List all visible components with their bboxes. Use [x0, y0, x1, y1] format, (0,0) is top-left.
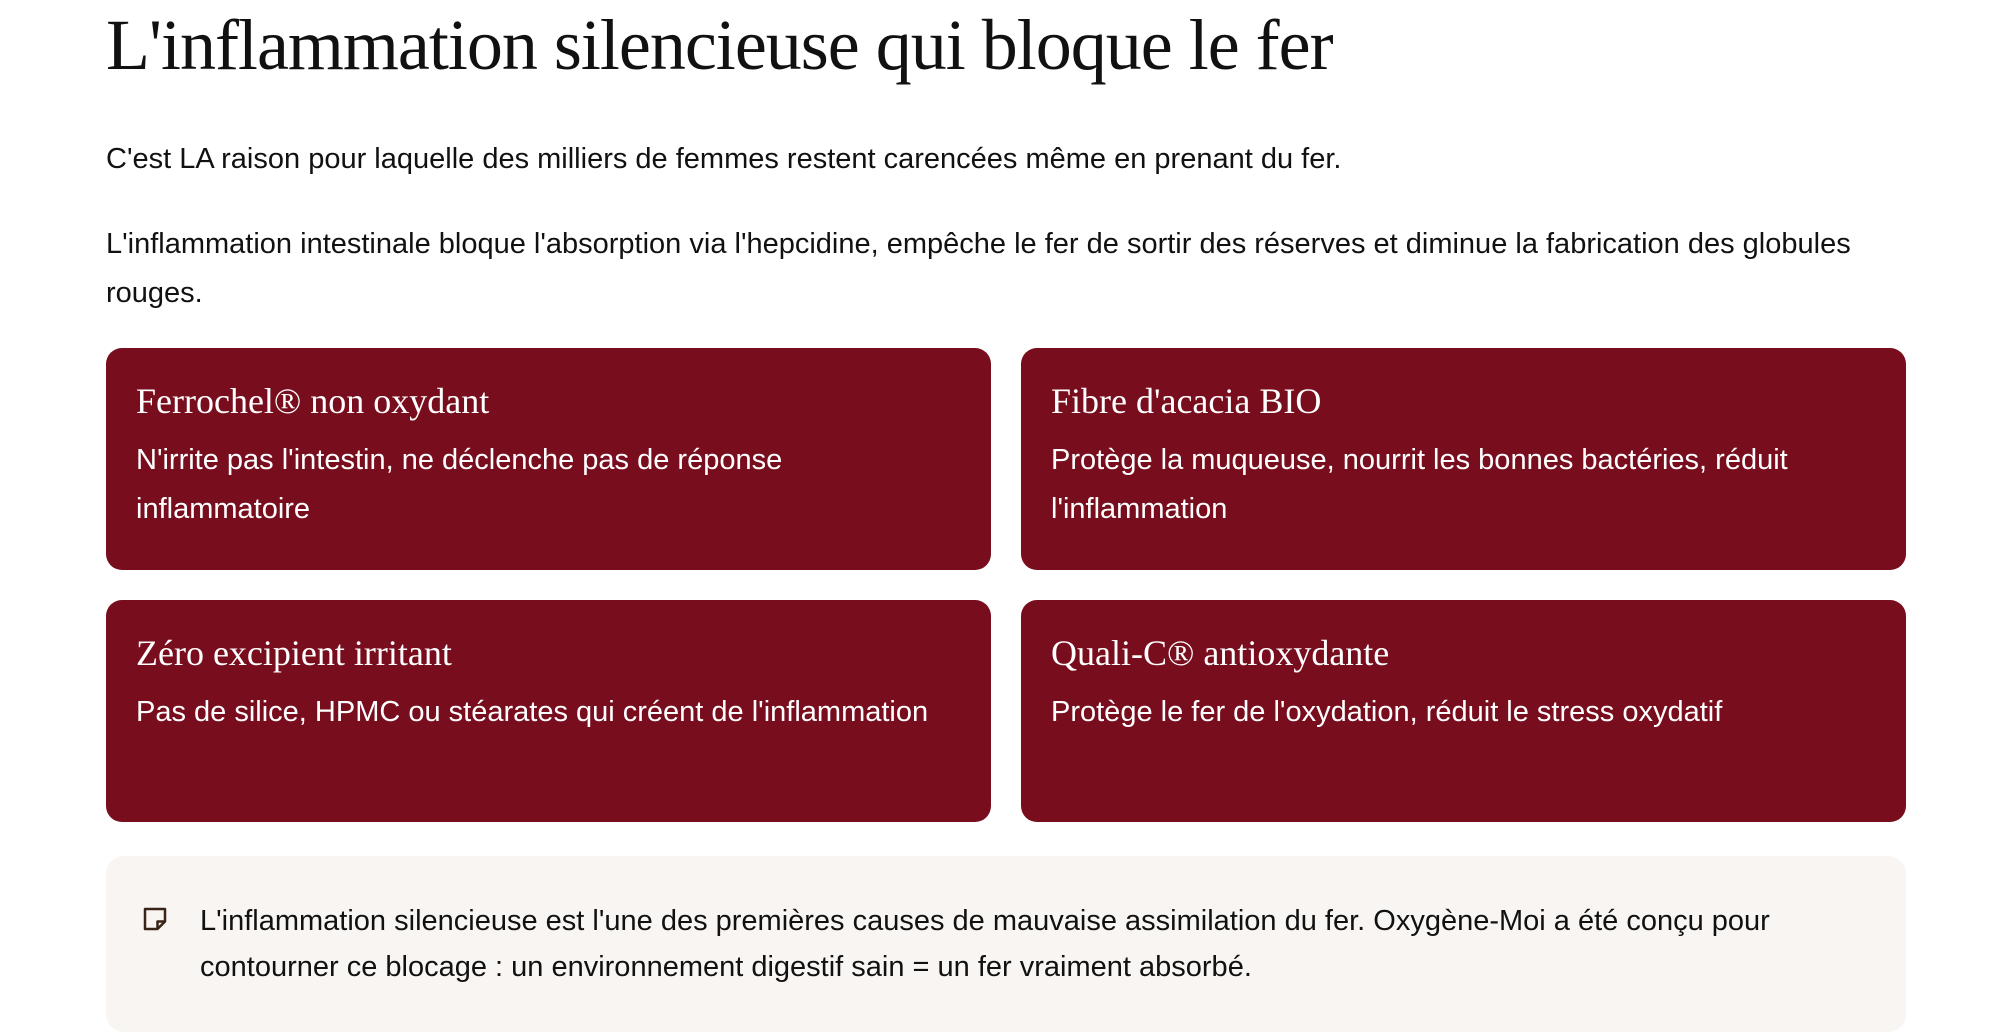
benefit-card-acacia: [1021, 348, 1906, 570]
card-title: Quali-C® antioxydante: [1051, 633, 1390, 673]
card-text: Protège la muqueuse, nourrit les bonnes bactéries, réduit l'inflammation: [1051, 444, 1788, 525]
page-title: L'inflammation silencieuse qui bloque le fer: [106, 5, 1333, 85]
benefit-cards-grid: [106, 348, 1906, 822]
info-note: [106, 856, 1906, 1032]
card-text: N'irrite pas l'intestin, ne déclenche pas de réponse inflammatoire: [136, 444, 783, 525]
note-text: L'inflammation silencieuse est l'une des premières causes de mauvaise assimilation du fer. Oxygène-Moi a été conçu pour contourner ce blocage : un environnement digestif sain = un fer vraiment absorbé.: [200, 905, 1770, 983]
intro-paragraph: C'est LA raison pour laquelle des milliers de femmes restent carencées même en prenant du fer.: [106, 143, 1342, 175]
card-title: Ferrochel® non oxydant: [136, 381, 490, 421]
card-text: Protège le fer de l'oxydation, réduit le stress oxydatif: [1051, 696, 1723, 728]
benefit-card-quali-c: [1021, 600, 1906, 822]
explanation-paragraph: L'inflammation intestinale bloque l'absorption via l'hepcidine, empêche le fer de sortir des réserves et diminue la fabrication des globules rouges.: [106, 228, 1851, 309]
benefit-card-ferrochel: [106, 348, 991, 570]
card-title: Fibre d'acacia BIO: [1051, 381, 1322, 421]
note-icon: [140, 904, 170, 934]
benefit-card-zero-excipient: [106, 600, 991, 822]
card-title: Zéro excipient irritant: [136, 633, 452, 673]
card-text: Pas de silice, HPMC ou stéarates qui créent de l'inflammation: [136, 696, 929, 728]
